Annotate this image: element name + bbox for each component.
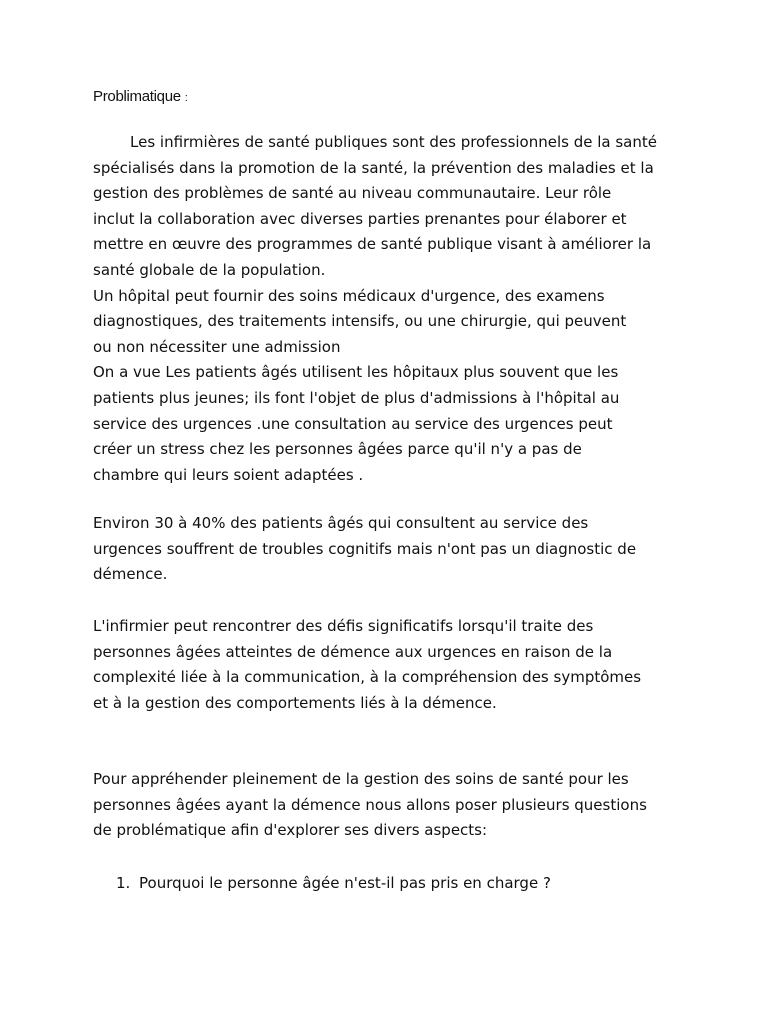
text-line: Pour appréhender pleinement de la gestion des soins de santé pour les bbox=[93, 770, 629, 788]
list-item-text: Pourquoi le personne âgée n'est-il pas pris en charge ? bbox=[139, 874, 551, 892]
document-heading bbox=[93, 88, 187, 105]
text-line: patients plus jeunes; ils font l'objet de plus d'admissions à l'hôpital au bbox=[93, 388, 620, 407]
text-line: gestion des problèmes de santé au niveau communautaire. Leur rôle bbox=[93, 184, 612, 203]
list-item-number: 1. bbox=[116, 874, 131, 892]
text-line: personnes âgées ayant la démence nous allons poser plusieurs questions bbox=[93, 795, 647, 814]
paragraph-challenges bbox=[93, 614, 683, 716]
text-line: santé globale de la population. bbox=[93, 260, 326, 279]
text-line: créer un stress chez les personnes âgées parce qu'il n'y a pas de bbox=[93, 440, 582, 459]
text-line: Un hôpital peut fournir des soins médicaux d'urgence, des examens bbox=[93, 286, 605, 305]
text-line: inclut la collaboration avec diverses parties prenantes pour élaborer et bbox=[93, 209, 627, 228]
paragraph-objective bbox=[93, 767, 683, 844]
text-line: chambre qui leurs soient adaptées . bbox=[93, 465, 364, 484]
text-line: urgences souffrent de troubles cognitifs mais n'ont pas un diagnostic de bbox=[93, 539, 637, 558]
text-line: diagnostiques, des traitements intensifs, ou une chirurgie, qui peuvent bbox=[93, 312, 627, 331]
text-line: spécialisés dans la promotion de la santé, la prévention des maladies et la bbox=[93, 158, 654, 177]
text-line: Environ 30 à 40% des patients âgés qui consultent au service des bbox=[93, 514, 589, 532]
text-line: service des urgences .une consultation au service des urgences peut bbox=[93, 414, 613, 433]
text-line: On a vue Les patients âgés utilisent les hôpitaux plus souvent que les bbox=[93, 363, 619, 382]
paragraph-intro bbox=[93, 130, 683, 488]
text-line: personnes âgées atteintes de démence aux urgences en raison de la bbox=[93, 642, 613, 661]
text-line: L'infirmier peut rencontrer des défis significatifs lorsqu'il traite des bbox=[93, 617, 594, 635]
text-line: complexité liée à la communication, à la compréhension des symptômes bbox=[93, 668, 642, 687]
text-line: de problématique afin d'explorer ses divers aspects: bbox=[93, 821, 488, 840]
text-line: ou non nécessiter une admission bbox=[93, 337, 341, 356]
heading-colon: : bbox=[184, 92, 188, 104]
text-line: mettre en œuvre des programmes de santé publique visant à améliorer la bbox=[93, 235, 652, 254]
heading-text: Problimatique bbox=[93, 88, 181, 105]
text-line: Les infirmières de santé publiques sont des professionnels de la santé bbox=[130, 133, 657, 151]
text-line: et à la gestion des comportements liés à la démence. bbox=[93, 693, 497, 712]
text-line: démence. bbox=[93, 565, 168, 584]
paragraph-statistics bbox=[93, 511, 683, 588]
list-item bbox=[116, 871, 551, 897]
